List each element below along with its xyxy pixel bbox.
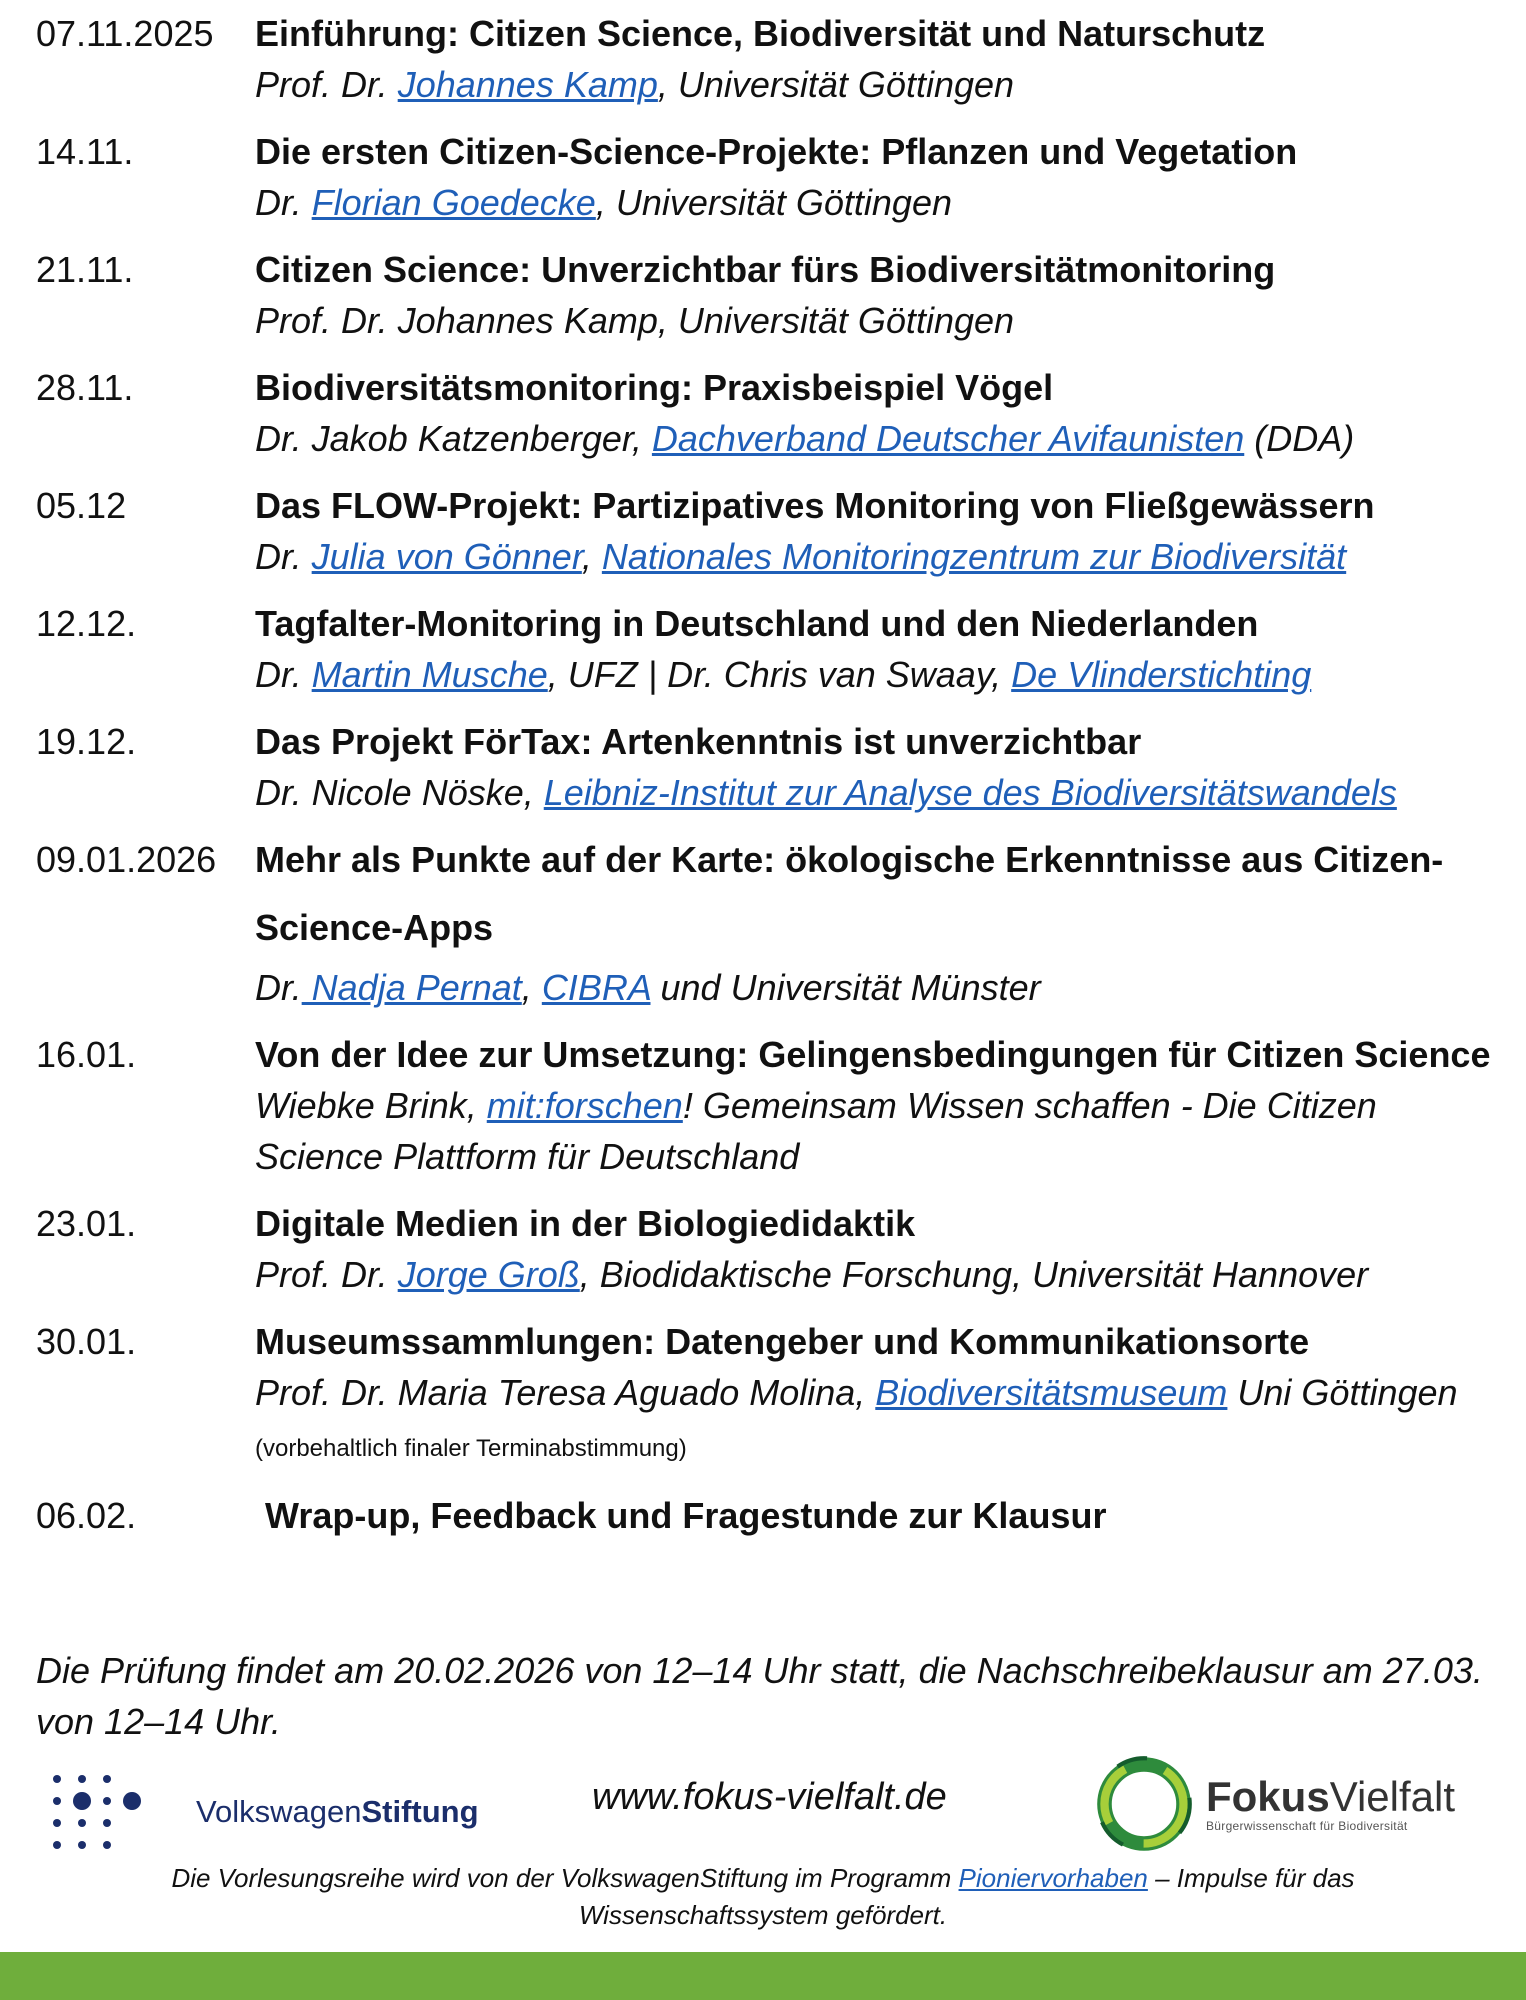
session-date: 23.01. bbox=[36, 1203, 137, 1244]
session-note: (vorbehaltlich finaler Terminabstimmung) bbox=[255, 1435, 687, 1462]
session-row bbox=[36, 126, 1506, 228]
session-date: 21.11. bbox=[36, 249, 134, 290]
session-speaker: Dr. Julia von Gönner, Nationales Monitoringzentrum zur Biodiversität bbox=[255, 536, 1347, 577]
session-row bbox=[36, 598, 1506, 700]
session-speaker: Prof. Dr. Johannes Kamp, Universität Göttingen bbox=[255, 300, 1015, 341]
exam-note: Die Prüfung findet am 20.02.2026 von 12–14 Uhr statt, die Nachschreibeklausur am 27.03. von 12–14 Uhr. bbox=[36, 1650, 1483, 1742]
session-speaker: Prof. Dr. Maria Teresa Aguado Molina, Biodiversitätsmuseum Uni Göttingen (vorbehaltlich finaler Terminabstimmung) bbox=[255, 1372, 1458, 1462]
session-speaker: Dr. Martin Musche, UFZ | Dr. Chris van Swaay, De Vlinderstichting bbox=[255, 654, 1312, 695]
session-date: 06.02. bbox=[36, 1495, 137, 1536]
fokus-vielfalt-name: FokusVielfalt bbox=[1206, 1773, 1455, 1820]
session-date: 14.11. bbox=[36, 131, 134, 172]
session-row bbox=[36, 1316, 1506, 1474]
institution-link[interactable]: Nationales Monitoringzentrum zur Biodiversität bbox=[601, 536, 1347, 577]
session-row bbox=[36, 1029, 1506, 1182]
session-title: Von der Idee zur Umsetzung: Gelingensbedingungen für Citizen Science bbox=[255, 1034, 1491, 1075]
session-title: Wrap-up, Feedback und Fragestunde zur Klausur bbox=[255, 1495, 1107, 1536]
session-title: Biodiversitätsmonitoring: Praxisbeispiel Vögel bbox=[255, 367, 1054, 408]
session-speaker: Dr. Nicole Nöske, Leibniz-Institut zur Analyse des Biodiversitätswandels bbox=[255, 772, 1397, 813]
volkswagen-stiftung-name: VolkswagenStiftung bbox=[196, 1794, 479, 1829]
session-row bbox=[36, 244, 1506, 346]
session-date: 07.11.2025 bbox=[36, 13, 214, 54]
session-date: 12.12. bbox=[36, 603, 137, 644]
session-title: Mehr als Punkte auf der Karte: ökologische Erkenntnisse aus Citizen-Science-Apps bbox=[255, 839, 1444, 948]
session-date: 09.01.2026 bbox=[36, 839, 217, 880]
session-title: Tagfalter-Monitoring in Deutschland und den Niederlanden bbox=[255, 603, 1259, 644]
session-title: Citizen Science: Unverzichtbar fürs Biodiversitätmonitoring bbox=[255, 249, 1276, 290]
session-title: Digitale Medien in der Biologiedidaktik bbox=[255, 1203, 916, 1244]
session-row bbox=[36, 1490, 1506, 1541]
session-date: 05.12 bbox=[36, 485, 127, 526]
volkswagen-stiftung-logo bbox=[44, 1768, 479, 1856]
website-link[interactable]: www.fokus-vielfalt.de bbox=[592, 1776, 947, 1818]
session-date: 19.12. bbox=[36, 721, 137, 762]
session-row bbox=[36, 480, 1506, 582]
session-speaker: Wiebke Brink, mit:forschen! Gemeinsam Wissen schaffen - Die Citizen Science Plattform für Deutschland bbox=[255, 1085, 1377, 1177]
dots-logo-icon bbox=[44, 1768, 144, 1856]
speaker-link[interactable]: Jorge Groß bbox=[397, 1254, 580, 1295]
lecture-schedule bbox=[36, 8, 1506, 1557]
footer-green-bar bbox=[0, 1952, 1526, 2000]
session-title: Das FLOW-Projekt: Partizipatives Monitoring von Fließgewässern bbox=[255, 485, 1375, 526]
institution-link[interactable]: De Vlinderstichting bbox=[1011, 654, 1312, 695]
funding-note: Die Vorlesungsreihe wird von der VolkswagenStiftung im Programm Pioniervorhaben – Impulse für das Wissenschaftssystem gefördert. bbox=[171, 1863, 1355, 1930]
session-speaker: Dr. Florian Goedecke, Universität Göttingen bbox=[255, 182, 952, 223]
session-row bbox=[36, 8, 1506, 110]
session-speaker: Dr. Nadja Pernat, CIBRA und Universität Münster bbox=[255, 967, 1041, 1008]
institution-link[interactable]: CIBRA bbox=[541, 967, 651, 1008]
institution-link[interactable]: Leibniz-Institut zur Analyse des Biodiversitätswandels bbox=[543, 772, 1397, 813]
session-date: 28.11. bbox=[36, 367, 134, 408]
session-speaker: Prof. Dr. Jorge Groß, Biodidaktische Forschung, Universität Hannover bbox=[255, 1254, 1369, 1295]
speaker-link[interactable]: Florian Goedecke bbox=[311, 182, 596, 223]
institution-link[interactable]: Biodiversitätsmuseum bbox=[875, 1372, 1228, 1413]
session-speaker: Dr. Jakob Katzenberger, Dachverband Deutscher Avifaunisten (DDA) bbox=[255, 418, 1355, 459]
fokus-vielfalt-logo bbox=[1092, 1752, 1455, 1856]
session-row bbox=[36, 362, 1506, 464]
institution-link[interactable]: mit:forschen bbox=[486, 1085, 683, 1126]
speaker-link[interactable]: Johannes Kamp bbox=[397, 64, 658, 105]
session-speaker: Prof. Dr. Johannes Kamp, Universität Göttingen bbox=[255, 64, 1015, 105]
session-title: Die ersten Citizen-Science-Projekte: Pflanzen und Vegetation bbox=[255, 131, 1298, 172]
session-title: Museumssammlungen: Datengeber und Kommunikationsorte bbox=[255, 1321, 1310, 1362]
session-row bbox=[36, 834, 1506, 1013]
speaker-link[interactable]: Martin Musche bbox=[311, 654, 548, 695]
session-row bbox=[36, 716, 1506, 818]
session-title: Einführung: Citizen Science, Biodiversität und Naturschutz bbox=[255, 13, 1266, 54]
session-date: 30.01. bbox=[36, 1321, 137, 1362]
fokus-vielfalt-tagline: Bürgerwissenschaft für Biodiversität bbox=[1206, 1819, 1408, 1833]
session-row bbox=[36, 1198, 1506, 1300]
session-date: 16.01. bbox=[36, 1034, 137, 1075]
fokus-ring-icon bbox=[1092, 1752, 1196, 1856]
pioniervorhaben-link[interactable]: Pioniervorhaben bbox=[958, 1863, 1148, 1893]
speaker-link[interactable]: Nadja Pernat bbox=[301, 967, 522, 1008]
session-title: Das Projekt FörTax: Artenkenntnis ist unverzichtbar bbox=[255, 721, 1142, 762]
institution-link[interactable]: Dachverband Deutscher Avifaunisten bbox=[651, 418, 1245, 459]
speaker-link[interactable]: Julia von Gönner bbox=[311, 536, 582, 577]
